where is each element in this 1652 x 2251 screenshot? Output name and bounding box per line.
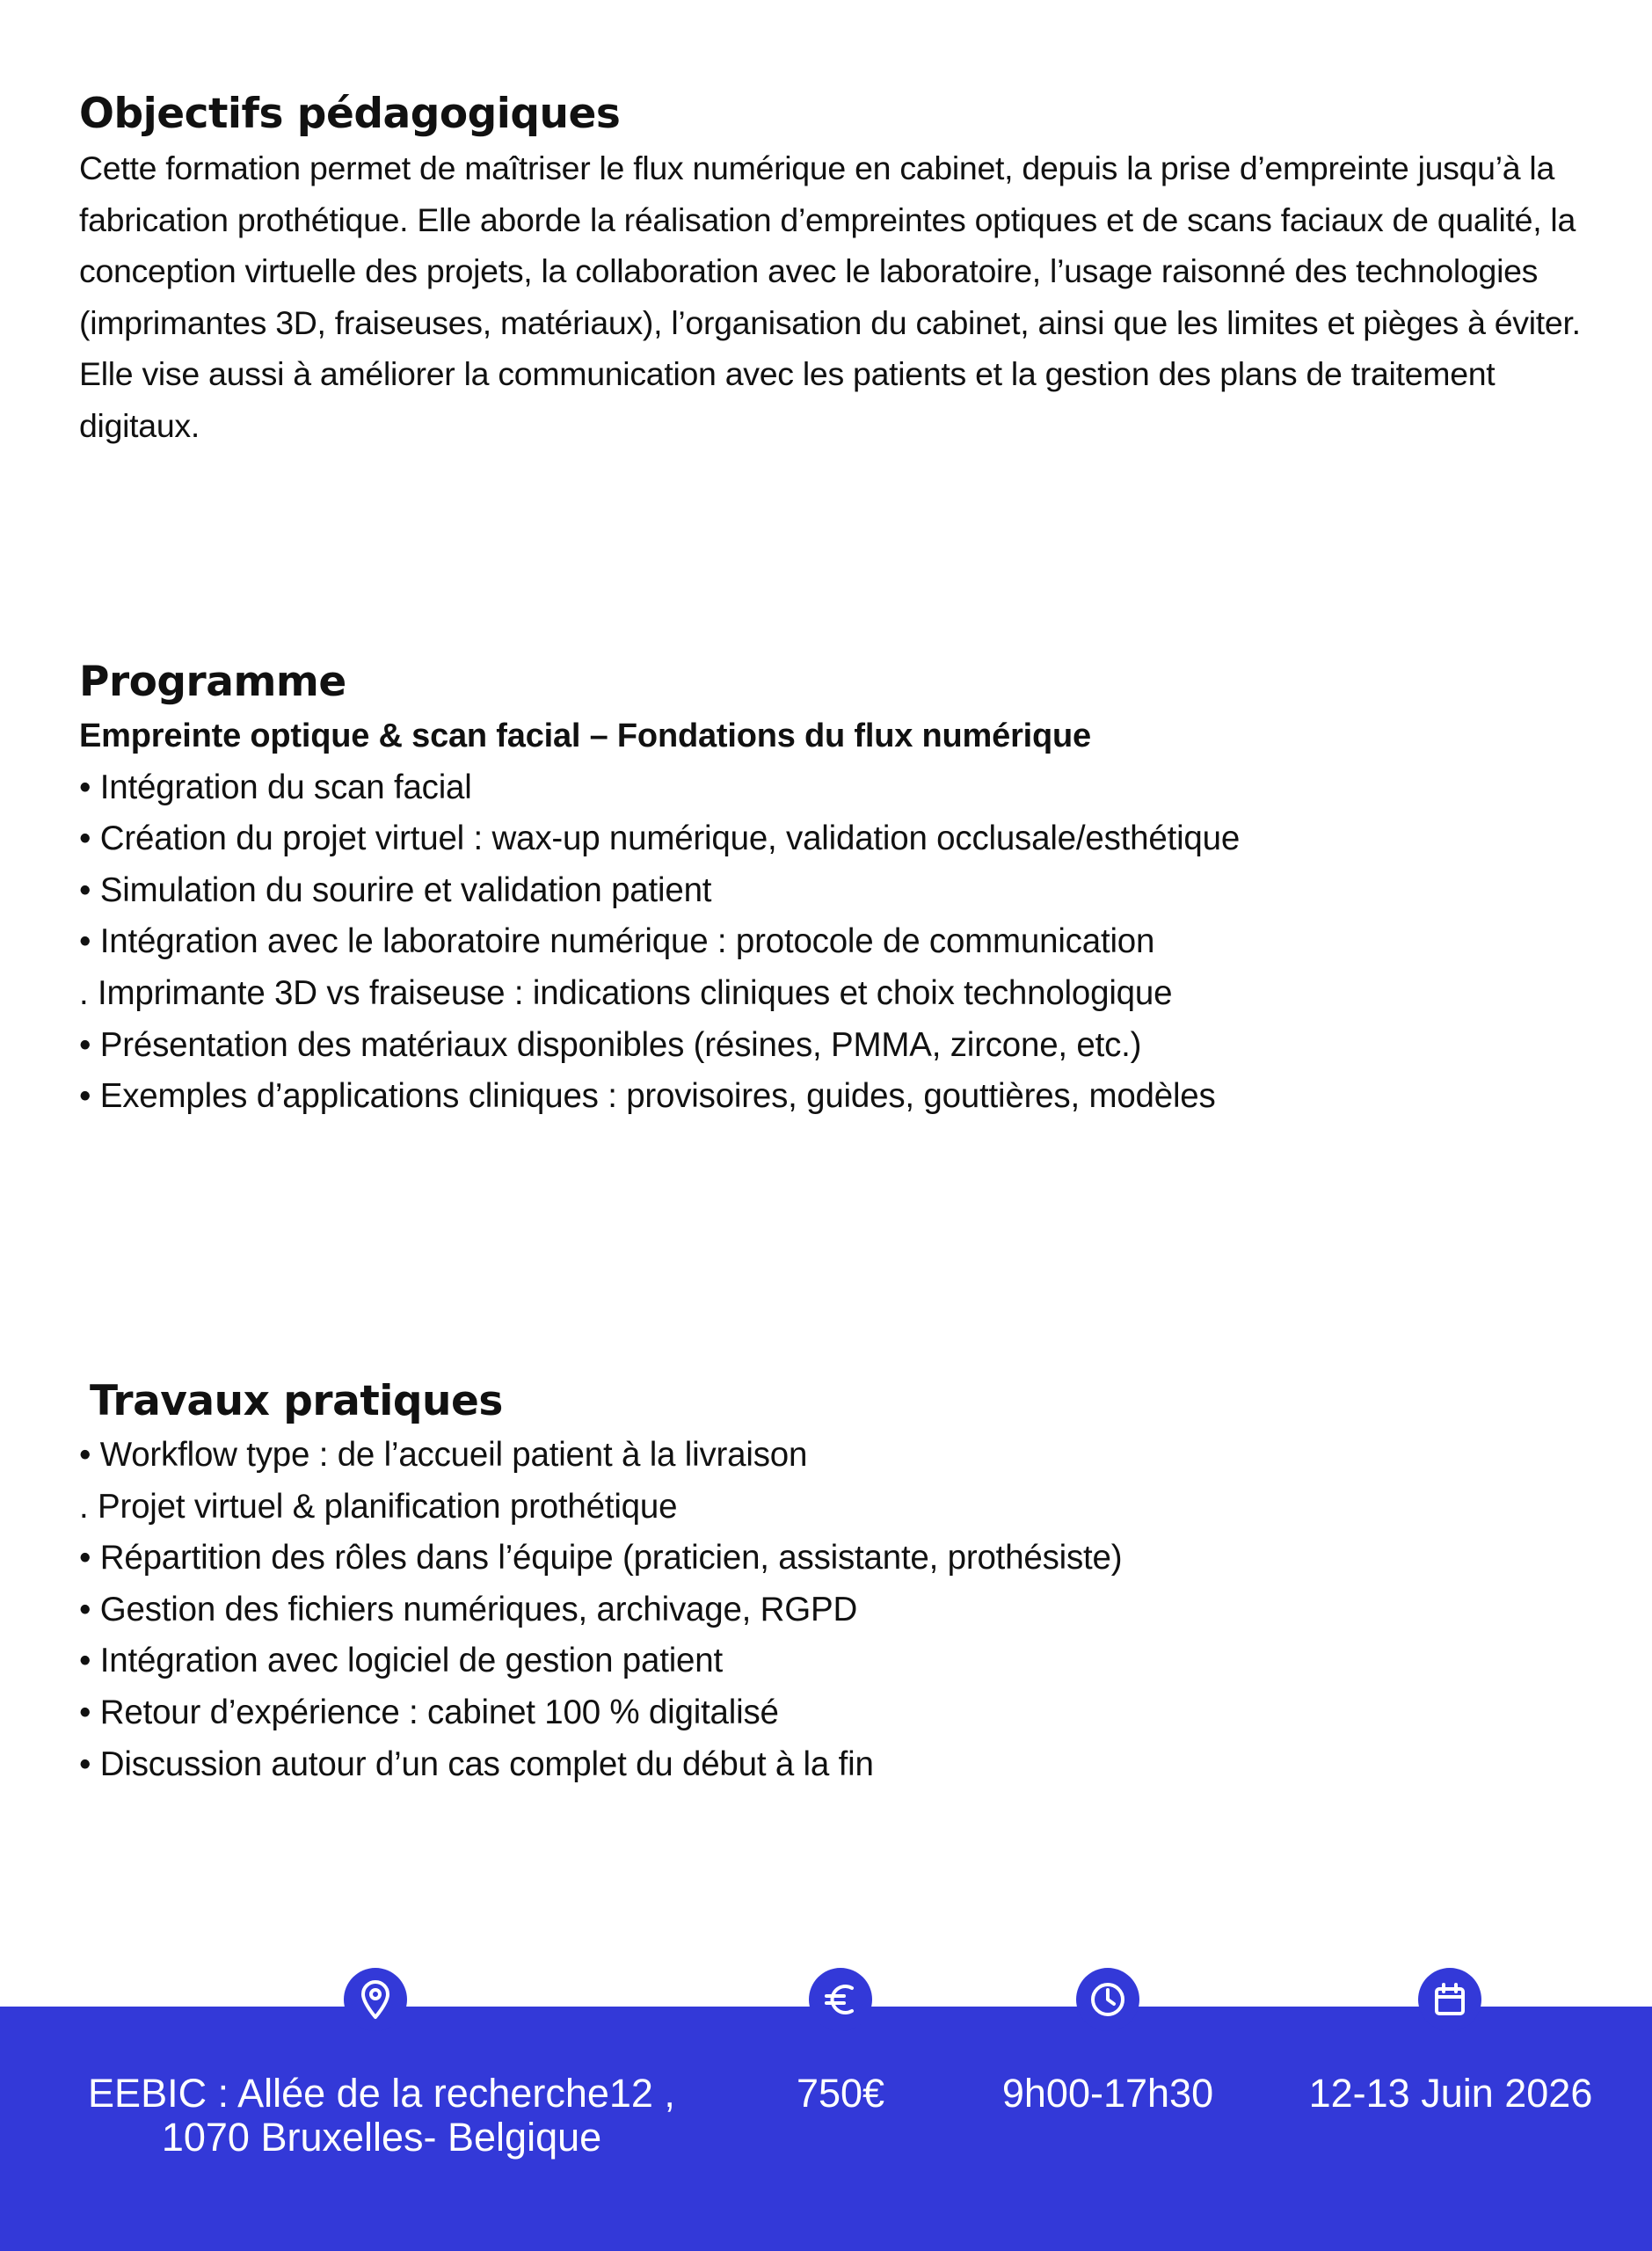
programme-list-item: . Imprimante 3D vs fraiseuse : indications cliniques et choix technologique	[79, 973, 1173, 1012]
travaux-list-item: • Workflow type : de l’accueil patient à la livraison	[79, 1436, 808, 1474]
date-text: 12-13 Juin 2026	[1308, 2071, 1593, 2116]
travaux-list-item: • Discussion autour d’un cas complet du début à la fin	[79, 1745, 874, 1783]
travaux-list	[79, 1430, 1591, 1790]
objectifs-section	[79, 86, 1591, 452]
programme-subheading: Empreinte optique & scan facial – Fondations du flux numérique	[79, 718, 1091, 754]
location-line-1: EEBIC : Allée de la recherche12 ,	[88, 2071, 675, 2116]
travaux-heading: Travaux pratiques	[90, 1377, 503, 1425]
programme-list-item: • Simulation du sourire et validation patient	[79, 871, 712, 909]
travaux-section	[79, 1373, 1591, 1790]
programme-list-item: • Exemples d’applications cliniques : provisoires, guides, gouttières, modèles	[79, 1077, 1216, 1116]
programme-list-item: • Présentation des matériaux disponibles (résines, PMMA, zircone, etc.)	[79, 1025, 1142, 1064]
location-text	[81, 2072, 682, 2160]
travaux-list-item: . Projet virtuel & planification prothétique	[79, 1487, 678, 1526]
objectifs-heading: Objectifs pédagogiques	[79, 90, 621, 138]
programme-heading: Programme	[79, 658, 346, 706]
programme-list-item: • Création du projet virtuel : wax-up numérique, validation occlusale/esthétique	[79, 820, 1241, 858]
location-pin-icon	[344, 1968, 407, 2031]
travaux-list-item: • Gestion des fichiers numériques, archivage, RGPD	[79, 1590, 858, 1628]
travaux-list-item: • Intégration avec logiciel de gestion patient	[79, 1642, 723, 1680]
euro-icon	[809, 1968, 872, 2031]
travaux-list-item: • Répartition des rôles dans l’équipe (praticien, assistante, prothésiste)	[79, 1539, 1123, 1577]
objectifs-paragraph: Cette formation permet de maîtriser le flux numérique en cabinet, depuis la prise d’empreinte jusqu’à la fabrication prothétique. Elle aborde la réalisation d’empreintes optiques et de scans faciaux de qualité, la conception virtuelle des projets, la collaboration avec le laboratoire, l’usage raisonné des technologies (imprimantes 3D, fraiseuses, matériaux), l’organisation du cabinet, ainsi que les limites et pièges à éviter. Elle vise aussi à améliorer la communication avec les patients et la gestion des plans de traitement digitaux.	[79, 149, 1581, 444]
hours-text: 9h00-17h30	[1001, 2071, 1214, 2116]
travaux-list-item: • Retour d’expérience : cabinet 100 % digitalisé	[79, 1693, 779, 1731]
programme-list-item: • Intégration avec le laboratoire numérique : protocole de communication	[79, 922, 1155, 961]
price-text: 750€	[796, 2071, 885, 2116]
programme-list	[79, 762, 1591, 1123]
info-footer	[0, 2007, 1652, 2251]
programme-section	[79, 654, 1591, 1123]
location-line-2: 1070 Bruxelles- Belgique	[161, 2115, 602, 2160]
clock-icon	[1076, 1968, 1139, 2031]
calendar-icon	[1418, 1968, 1481, 2031]
programme-list-item: • Intégration du scan facial	[79, 768, 472, 806]
